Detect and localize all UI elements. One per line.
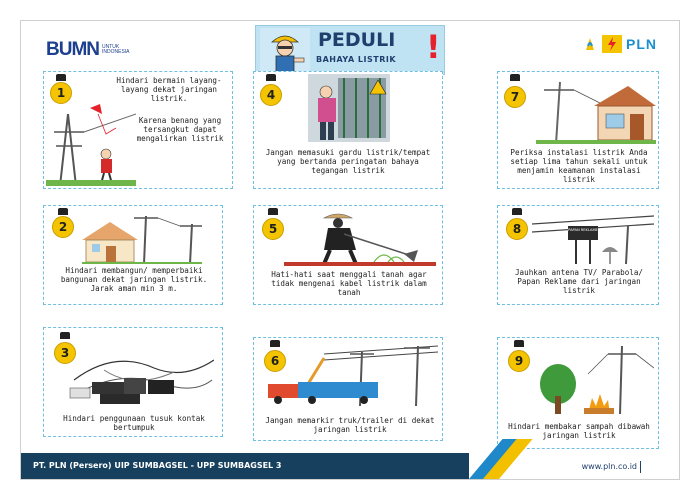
bulb-icon (56, 74, 66, 81)
number-badge: 9 (508, 350, 530, 372)
footer-divider (640, 461, 641, 473)
card-text: Hindari membangun/ memperbaiki bangunan dekat jaringan listrik. Jarak aman min 3 m. (60, 266, 208, 293)
number-badge: 8 (506, 218, 528, 240)
safety-card-7 (497, 71, 659, 189)
footer-bar (21, 453, 679, 479)
burning-trash-illustration-icon (538, 344, 654, 414)
bumn-logo-text: BUMN (46, 39, 99, 60)
bumn-logo (46, 39, 132, 61)
footer-website-link[interactable]: www.pln.co.id (581, 462, 637, 471)
safety-card-8 (497, 205, 659, 305)
mascot-icon (260, 28, 310, 74)
bulb-icon (58, 208, 68, 215)
card-text: Hindari penggunaan tusuk kontak bertumpuk (63, 414, 205, 432)
card-text: Hindari bermain layang-layang dekat jaringan listrik. (116, 76, 222, 103)
substation-illustration-icon (308, 74, 390, 142)
safety-card-5 (253, 205, 443, 305)
header-banner (255, 25, 445, 75)
safety-card-3 (43, 327, 223, 437)
safety-card-2 (43, 205, 223, 305)
card-text: Periksa instalasi listrik Anda setiap lima tahun sekali untuk menjamin keamanan instalasi listrik (510, 148, 648, 184)
pln-lightning-icon (602, 35, 622, 53)
pln-leaf-icon (582, 36, 598, 52)
kite-tower-illustration-icon (46, 104, 136, 186)
safety-card-9 (497, 337, 659, 449)
number-badge: 7 (504, 86, 526, 108)
billboard-sign-text: PAPAN REKLAME (568, 228, 598, 232)
bulb-icon (268, 208, 278, 215)
pln-logo-text: PLN (626, 36, 657, 52)
safety-card-4 (253, 71, 443, 189)
bulb-icon (512, 208, 522, 215)
bulb-icon (266, 74, 276, 81)
house-near-line-illustration-icon (82, 212, 202, 264)
number-badge: 2 (52, 216, 74, 238)
banner-exclamation: ! (426, 28, 441, 66)
number-badge: 5 (262, 218, 284, 240)
stacked-plugs-illustration-icon (64, 350, 214, 406)
card-text: Jangan memasuki gardu listrik/tempat yang bertanda peringatan bahaya tegangan listrik (265, 148, 431, 175)
banner-title: PEDULI (318, 29, 396, 51)
footer-company: PT. PLN (Persero) UIP SUMBAGSEL - UPP SUMBAGSEL 3 (33, 461, 282, 470)
card-text-secondary: Karena benang yang tersangkut dapat mengalirkan listrik (136, 116, 224, 143)
bumn-logo-subtitle: UNTUK INDONESIA (102, 44, 130, 55)
banner-subtitle: BAHAYA LISTRIK (316, 55, 397, 64)
poster (20, 20, 680, 480)
digging-illustration-icon (284, 210, 436, 266)
pln-logo (582, 35, 657, 53)
house-installation-illustration-icon (536, 80, 656, 144)
billboard-antenna-illustration-icon (532, 212, 654, 264)
bulb-icon (510, 74, 520, 81)
number-badge: 6 (264, 350, 286, 372)
card-text: Jangan memarkir truk/trailer di dekat jaringan listrik (265, 416, 435, 434)
card-text: Jauhkan antena TV/ Parabola/ Papan Reklame dari jaringan listrik (514, 268, 643, 295)
card-text: Hindari membakar sampah dibawah jaringan listrik (508, 422, 650, 440)
truck-under-line-illustration-icon (264, 344, 438, 406)
number-badge: 3 (54, 342, 76, 364)
safety-card-6 (253, 337, 443, 441)
safety-card-1 (43, 71, 233, 189)
bulb-icon (60, 332, 70, 339)
card-text: Hati-hati saat menggali tanah agar tidak mengenai kabel listrik dalam tanah (271, 270, 427, 297)
number-badge: 1 (50, 82, 72, 104)
bulb-icon (514, 340, 524, 347)
number-badge: 4 (260, 84, 282, 106)
